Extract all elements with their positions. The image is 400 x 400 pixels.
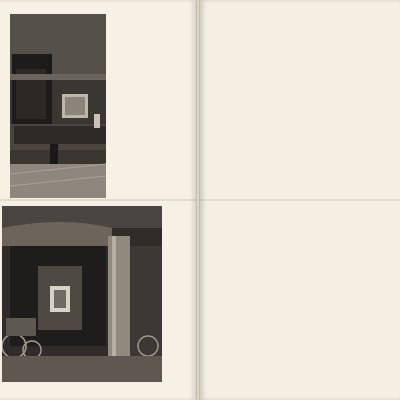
carriage-hall-photo [2, 206, 162, 382]
carriage-hall-icon [2, 206, 162, 382]
billiard-room-icon [10, 14, 106, 198]
left-running-head [10, 2, 38, 6]
fold-crease-left [0, 199, 196, 201]
billiard-room-photo [10, 14, 106, 198]
article-text-column [112, 16, 162, 176]
fold-crease-right [200, 199, 400, 201]
